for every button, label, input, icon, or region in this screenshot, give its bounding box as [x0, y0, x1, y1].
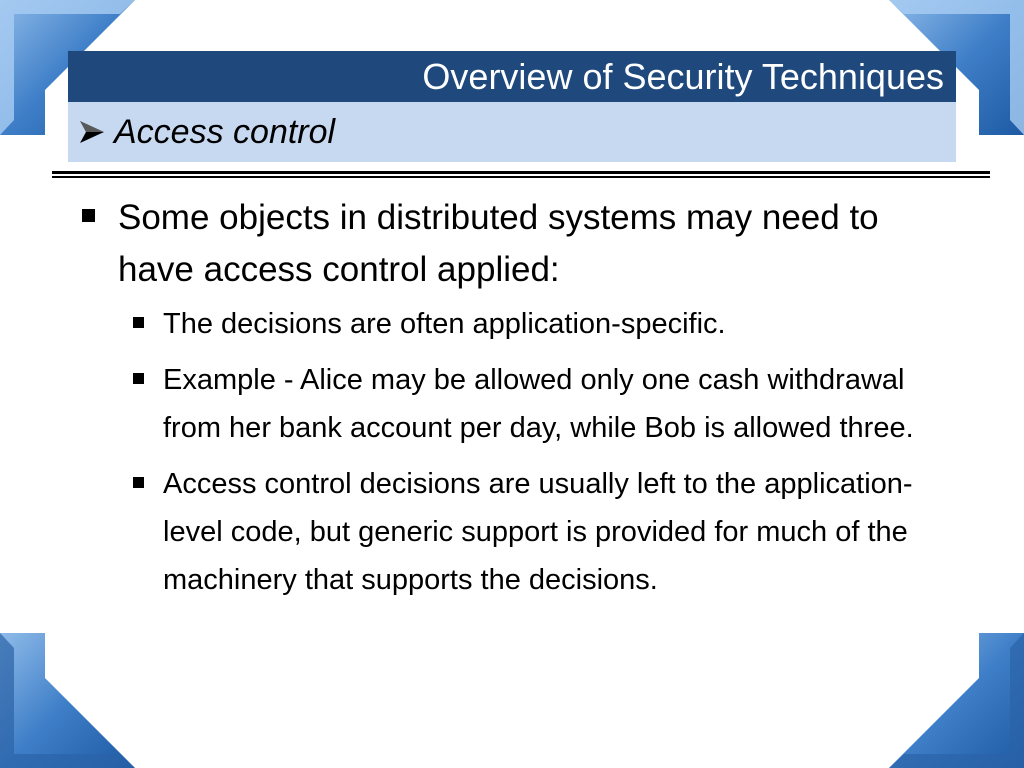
bullet-item [80, 192, 930, 296]
sub-bullet-item [131, 460, 930, 604]
sub-bullet-text: Access control decisions are usually left to the application-level code, but generic support is provided for much of the machinery that supports the decisions. [163, 468, 913, 596]
corner-bottom-left [0, 633, 135, 768]
arrow-bullet-icon [78, 118, 106, 146]
divider-line [52, 171, 990, 174]
sub-bullet-text: Example - Alice may be allowed only one cash withdrawal from her bank account per day, while Bob is allowed three. [163, 364, 914, 444]
divider-line [52, 176, 990, 178]
sub-bullet-item [131, 300, 930, 348]
square-bullet-icon [133, 373, 144, 384]
square-bullet-icon [82, 209, 95, 222]
slide-subtitle: Access control [114, 113, 336, 151]
subtitle-bar [68, 102, 956, 162]
sub-bullet-text: The decisions are often application-specific. [163, 308, 726, 340]
sub-bullet-item [131, 356, 930, 452]
title-bar [68, 51, 956, 102]
corner-bottom-right [889, 633, 1024, 768]
square-bullet-icon [133, 477, 144, 488]
square-bullet-icon [133, 317, 144, 328]
slide-title: Overview of Security Techniques [422, 55, 944, 97]
bullet-text: Some objects in distributed systems may need to have access control applied: [118, 198, 879, 289]
slide-body [80, 192, 930, 612]
